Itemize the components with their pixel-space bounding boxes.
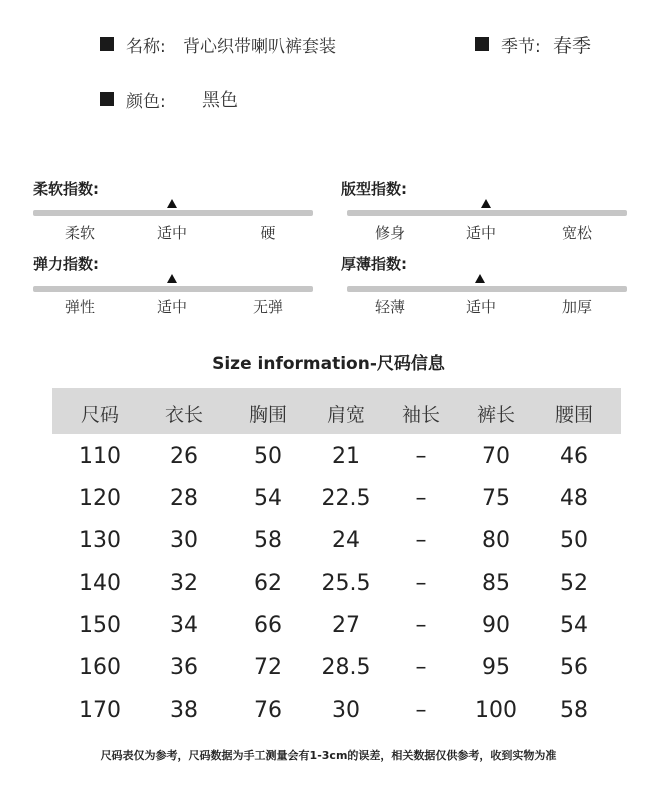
table-cell: 27: [332, 613, 360, 638]
table-cell: 170: [79, 698, 121, 723]
name-label: 名称:: [126, 37, 166, 57]
table-cell: 30: [332, 698, 360, 723]
season-value: 春季: [553, 35, 592, 57]
table-cell: –: [415, 613, 427, 638]
column-header: 胸围: [248, 404, 288, 426]
softness-marker-icon: [167, 199, 177, 208]
table-cell: 75: [482, 486, 510, 511]
table-cell: 120: [79, 486, 121, 511]
name-value: 背心织带喇叭裤套装: [183, 37, 336, 57]
softness-scale-bar: [33, 210, 313, 216]
color-label: 颜色:: [126, 92, 166, 112]
table-cell: –: [415, 655, 427, 680]
table-cell: 25.5: [321, 571, 371, 596]
thickness-index-title: 厚薄指数:: [341, 255, 407, 273]
color-value: 黑色: [202, 90, 238, 111]
table-cell: 140: [79, 571, 121, 596]
column-header: 袖长: [401, 404, 441, 426]
elasticity-option: 弹性: [64, 298, 96, 316]
table-cell: 24: [332, 528, 360, 553]
table-cell: 26: [170, 444, 198, 469]
elasticity-marker-icon: [167, 274, 177, 283]
table-cell: 62: [254, 571, 282, 596]
table-cell: 28: [170, 486, 198, 511]
table-cell: 28.5: [321, 655, 371, 680]
table-cell: –: [415, 698, 427, 723]
table-cell: 100: [475, 698, 517, 723]
bullet-square-icon: [475, 37, 489, 51]
elasticity-index-title: 弹力指数:: [33, 255, 99, 273]
table-cell: 56: [560, 655, 588, 680]
bullet-square-icon: [100, 37, 114, 51]
thickness-scale-bar: [347, 286, 627, 292]
elasticity-option: 无弹: [252, 298, 284, 316]
table-cell: 160: [79, 655, 121, 680]
column-header: 尺码: [80, 404, 120, 426]
column-header: 裤长: [476, 404, 516, 426]
table-cell: 21: [332, 444, 360, 469]
fit-option: 宽松: [561, 224, 593, 242]
size-table-title: Size information-尺码信息: [212, 354, 445, 374]
table-cell: 58: [254, 528, 282, 553]
table-cell: 150: [79, 613, 121, 638]
elasticity-option: 适中: [156, 298, 188, 316]
elasticity-scale-bar: [33, 286, 313, 292]
table-cell: 76: [254, 698, 282, 723]
table-cell: 110: [79, 444, 121, 469]
table-cell: 48: [560, 486, 588, 511]
table-cell: 72: [254, 655, 282, 680]
fit-option: 适中: [465, 224, 497, 242]
size-table-header: [52, 388, 621, 434]
table-cell: 32: [170, 571, 198, 596]
column-header: 肩宽: [326, 404, 366, 426]
column-header: 腰围: [554, 404, 594, 426]
thickness-option: 轻薄: [374, 298, 406, 316]
table-cell: 130: [79, 528, 121, 553]
thickness-marker-icon: [475, 274, 485, 283]
table-cell: 70: [482, 444, 510, 469]
table-cell: –: [415, 528, 427, 553]
table-cell: 66: [254, 613, 282, 638]
fit-marker-icon: [481, 199, 491, 208]
table-cell: 90: [482, 613, 510, 638]
softness-index-title: 柔软指数:: [33, 180, 99, 198]
table-cell: 58: [560, 698, 588, 723]
table-cell: 80: [482, 528, 510, 553]
column-header: 衣长: [164, 404, 204, 426]
table-cell: –: [415, 486, 427, 511]
table-cell: –: [415, 444, 427, 469]
table-cell: 85: [482, 571, 510, 596]
season-label: 季节:: [501, 37, 541, 57]
fit-scale-bar: [347, 210, 627, 216]
table-cell: 50: [560, 528, 588, 553]
table-cell: 34: [170, 613, 198, 638]
table-cell: 54: [254, 486, 282, 511]
fit-index-title: 版型指数:: [341, 180, 407, 198]
softness-option: 柔软: [64, 224, 96, 242]
table-cell: 30: [170, 528, 198, 553]
table-cell: –: [415, 571, 427, 596]
thickness-option: 加厚: [561, 298, 593, 316]
table-cell: 38: [170, 698, 198, 723]
softness-option: 硬: [260, 224, 276, 242]
table-cell: 50: [254, 444, 282, 469]
table-cell: 54: [560, 613, 588, 638]
table-cell: 95: [482, 655, 510, 680]
bullet-square-icon: [100, 92, 114, 106]
fit-option: 修身: [374, 224, 406, 242]
table-cell: 52: [560, 571, 588, 596]
table-cell: 36: [170, 655, 198, 680]
table-cell: 46: [560, 444, 588, 469]
footnote: 尺码表仅为参考，尺码数据为手工测量会有1-3cm的误差，相关数据仅供参考，收到实物为准: [100, 749, 557, 762]
table-cell: 22.5: [321, 486, 371, 511]
thickness-option: 适中: [465, 298, 497, 316]
softness-option: 适中: [156, 224, 188, 242]
